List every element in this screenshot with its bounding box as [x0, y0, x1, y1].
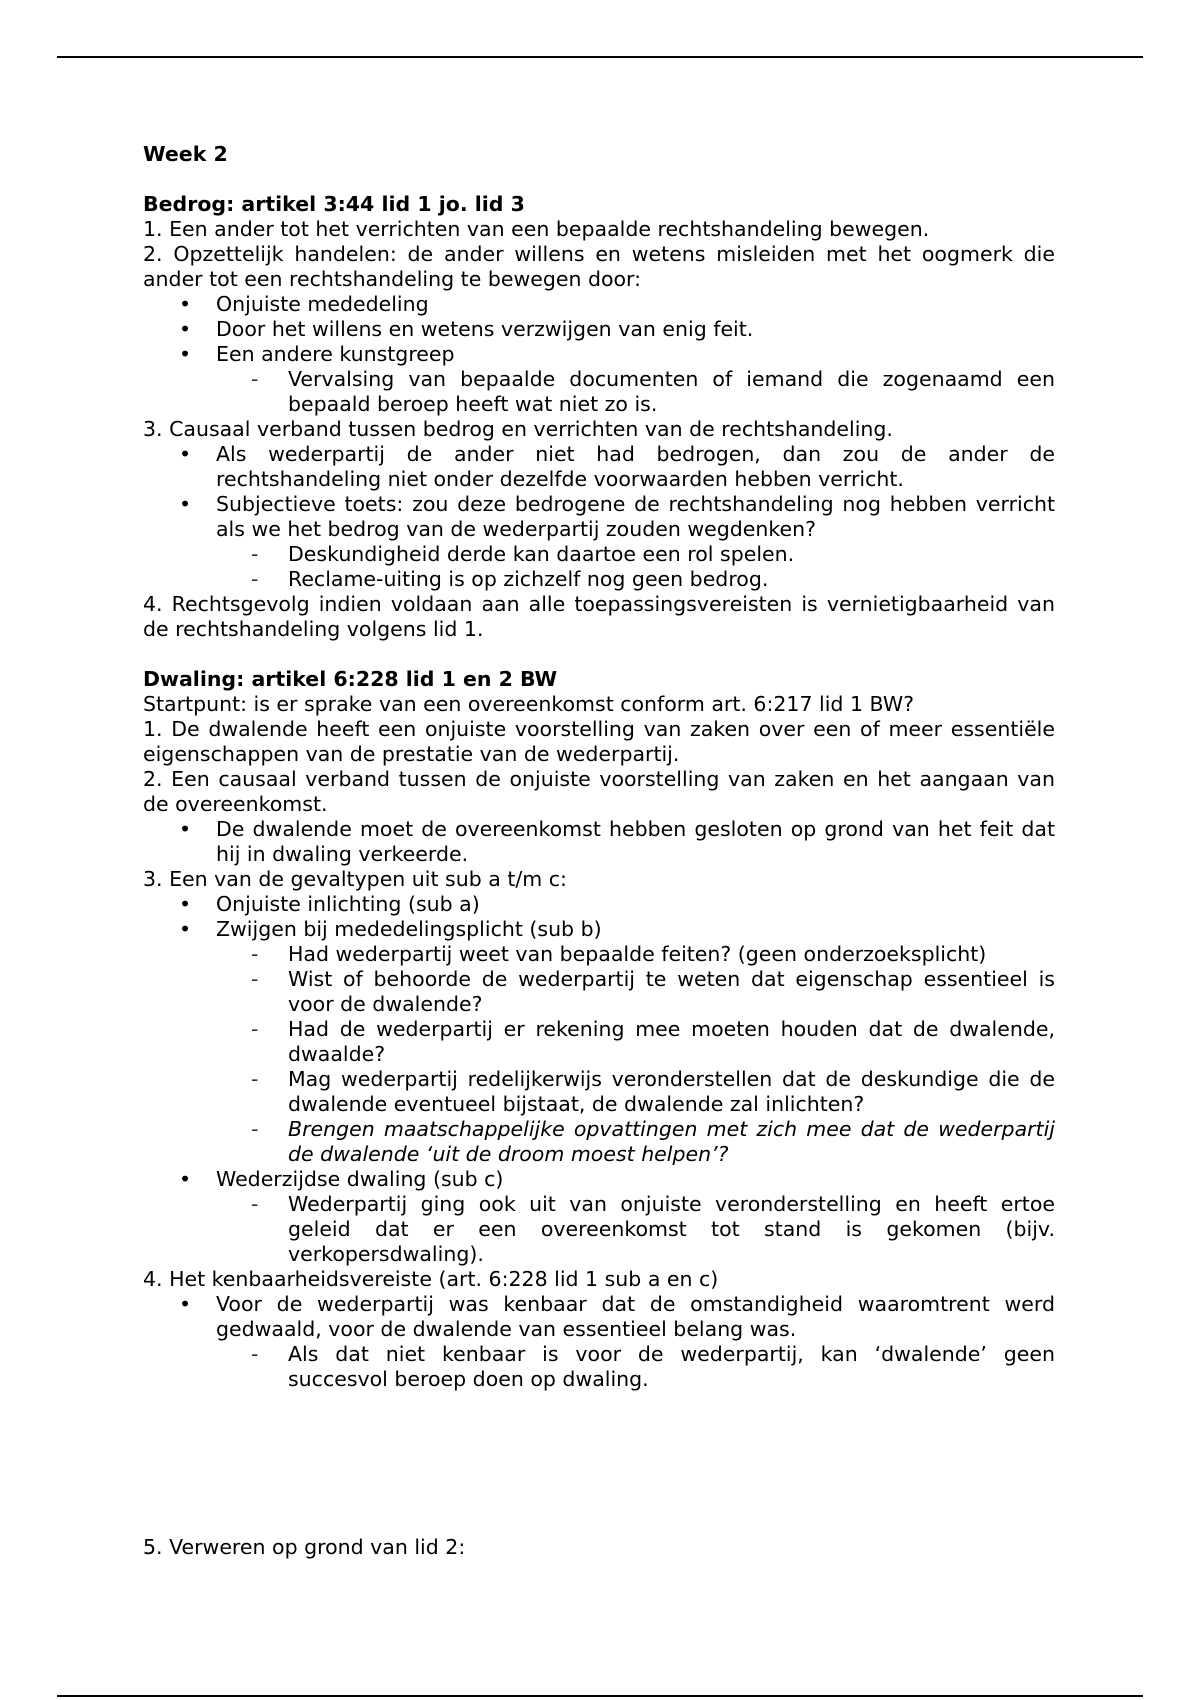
dash-marker: - — [251, 1192, 259, 1216]
document-page — [143, 142, 1055, 1560]
bullet-text: Wederzijdse dwaling (sub c) — [216, 1167, 504, 1191]
dwaling-bullet-1 — [143, 817, 1055, 867]
header-rule — [57, 56, 1143, 58]
bedrog-subitem-3a — [143, 367, 1055, 417]
subitem-text: Wederpartij ging ook uit van onjuiste veronderstelling en heeft ertoe geleid dat er een overeenkomst tot stand is gekomen (bijv. verkopersdwaling). — [288, 1192, 1055, 1266]
bullet-text: Door het willens en wetens verzwijgen van enig feit. — [216, 317, 754, 341]
bullet-text: De dwalende moet de overeenkomst hebben gesloten op grond van het feit dat hij in dwaling verkeerde. — [216, 817, 1055, 866]
bedrog-subitem-5b — [143, 567, 1055, 592]
subitem-text: Reclame-uiting is op zichzelf nog geen bedrog. — [288, 567, 769, 591]
dash-marker: - — [251, 567, 259, 591]
dwaling-subitem-3e — [143, 1117, 1055, 1167]
bullet-marker: • — [179, 1167, 192, 1191]
bedrog-bullet-1 — [143, 292, 1055, 317]
dwaling-bullet-2 — [143, 892, 1055, 917]
dwaling-bullet-4 — [143, 1167, 1055, 1192]
subitem-text: Mag wederpartij redelijkerwijs veronderstellen dat de deskundige die de dwalende eventueel bijstaat, de dwalende zal inlichten? — [288, 1067, 1055, 1116]
dash-marker: - — [251, 1117, 259, 1141]
blank-space — [143, 1392, 1055, 1535]
bullet-marker: • — [179, 917, 192, 941]
dash-marker: - — [251, 1067, 259, 1091]
subitem-text: Als dat niet kenbaar is voor de wederpartij, kan ‘dwalende’ geen succesvol beroep doen op dwaling. — [288, 1342, 1055, 1391]
bullet-text: Zwijgen bij mededelingsplicht (sub b) — [216, 917, 602, 941]
subitem-text: Brengen maatschappelijke opvattingen met zich mee dat de wederpartij de dwalende ‘uit de droom moest helpen’? — [288, 1117, 1055, 1166]
bullet-marker: • — [179, 817, 192, 841]
subitem-text: Had wederpartij weet van bepaalde feiten? (geen onderzoeksplicht) — [288, 942, 987, 966]
bullet-marker: • — [179, 292, 192, 316]
bedrog-paragraph-4: 4. Rechtsgevolg indien voldaan aan alle toepassingsvereisten is vernietigbaarheid van de rechtshandeling volgens lid 1. — [143, 592, 1055, 641]
footer-rule — [57, 1695, 1143, 1697]
subitem-text: Deskundigheid derde kan daartoe een rol spelen. — [288, 542, 795, 566]
dwaling-bullet-3 — [143, 917, 1055, 942]
bullet-marker: • — [179, 492, 192, 516]
dwaling-subitem-4a — [143, 1192, 1055, 1267]
bullet-text: Onjuiste mededeling — [216, 292, 429, 316]
dash-marker: - — [251, 542, 259, 566]
dwaling-subitem-3d — [143, 1067, 1055, 1117]
bedrog-paragraph-1: 1. Een ander tot het verrichten van een bepaalde rechtshandeling bewegen. — [143, 217, 930, 241]
bedrog-bullet-3 — [143, 342, 1055, 367]
dwaling-paragraph-5: 5. Verweren op grond van lid 2: — [143, 1535, 466, 1559]
bullet-marker: • — [179, 342, 192, 366]
dwaling-subitem-3b — [143, 967, 1055, 1017]
dwaling-subitem-5a — [143, 1342, 1055, 1392]
bedrog-bullet-4 — [143, 442, 1055, 492]
bullet-text: Als wederpartij de ander niet had bedrogen, dan zou de ander de rechtshandeling niet onder dezelfde voorwaarden hebben verricht. — [216, 442, 1055, 491]
dash-marker: - — [251, 1017, 259, 1041]
bullet-text: Onjuiste inlichting (sub a) — [216, 892, 480, 916]
bedrog-bullet-5 — [143, 492, 1055, 542]
subitem-text: Had de wederpartij er rekening mee moeten houden dat de dwalende, dwaalde? — [288, 1017, 1055, 1066]
bedrog-heading: Bedrog: artikel 3:44 lid 1 jo. lid 3 — [143, 192, 525, 216]
subitem-text: Wist of behoorde de wederpartij te weten dat eigenschap essentieel is voor de dwalende? — [288, 967, 1055, 1016]
bedrog-bullet-2 — [143, 317, 1055, 342]
dash-marker: - — [251, 942, 259, 966]
bullet-marker: • — [179, 442, 192, 466]
subitem-text: Vervalsing van bepaalde documenten of iemand die zogenaamd een bepaald beroep heeft wat niet zo is. — [288, 367, 1055, 416]
bullet-text: Voor de wederpartij was kenbaar dat de omstandigheid waaromtrent werd gedwaald, voor de dwalende van essentieel belang was. — [216, 1292, 1055, 1341]
bullet-text: Een andere kunstgreep — [216, 342, 455, 366]
dash-marker: - — [251, 1342, 259, 1366]
dwaling-paragraph-4: 4. Het kenbaarheidsvereiste (art. 6:228 lid 1 sub a en c) — [143, 1267, 719, 1291]
dash-marker: - — [251, 367, 259, 391]
dwaling-subitem-3c — [143, 1017, 1055, 1067]
dwaling-startpunt: Startpunt: is er sprake van een overeenkomst conform art. 6:217 lid 1 BW? — [143, 692, 914, 716]
dash-marker: - — [251, 967, 259, 991]
bullet-marker: • — [179, 317, 192, 341]
dwaling-paragraph-1: 1. De dwalende heeft een onjuiste voorstelling van zaken over een of meer essentiële eigenschappen van de prestatie van de wederpartij. — [143, 717, 1055, 766]
dwaling-subitem-3a — [143, 942, 1055, 967]
bedrog-subitem-5a — [143, 542, 1055, 567]
dwaling-heading: Dwaling: artikel 6:228 lid 1 en 2 BW — [143, 667, 558, 691]
dwaling-bullet-5 — [143, 1292, 1055, 1342]
dwaling-paragraph-2: 2. Een causaal verband tussen de onjuiste voorstelling van zaken en het aangaan van de overeenkomst. — [143, 767, 1055, 816]
bedrog-paragraph-3: 3. Causaal verband tussen bedrog en verrichten van de rechtshandeling. — [143, 417, 893, 441]
week-title: Week 2 — [143, 142, 228, 166]
bedrog-paragraph-2: 2. Opzettelijk handelen: de ander willens en wetens misleiden met het oogmerk die ander tot een rechtshandeling te bewegen door: — [143, 242, 1055, 291]
bullet-text: Subjectieve toets: zou deze bedrogene de rechtshandeling nog hebben verricht als we het bedrog van de wederpartij zouden wegdenken? — [216, 492, 1055, 541]
section-spacer — [143, 642, 1055, 667]
bullet-marker: • — [179, 1292, 192, 1316]
dwaling-paragraph-3: 3. Een van de gevaltypen uit sub a t/m c: — [143, 867, 567, 891]
bullet-marker: • — [179, 892, 192, 916]
